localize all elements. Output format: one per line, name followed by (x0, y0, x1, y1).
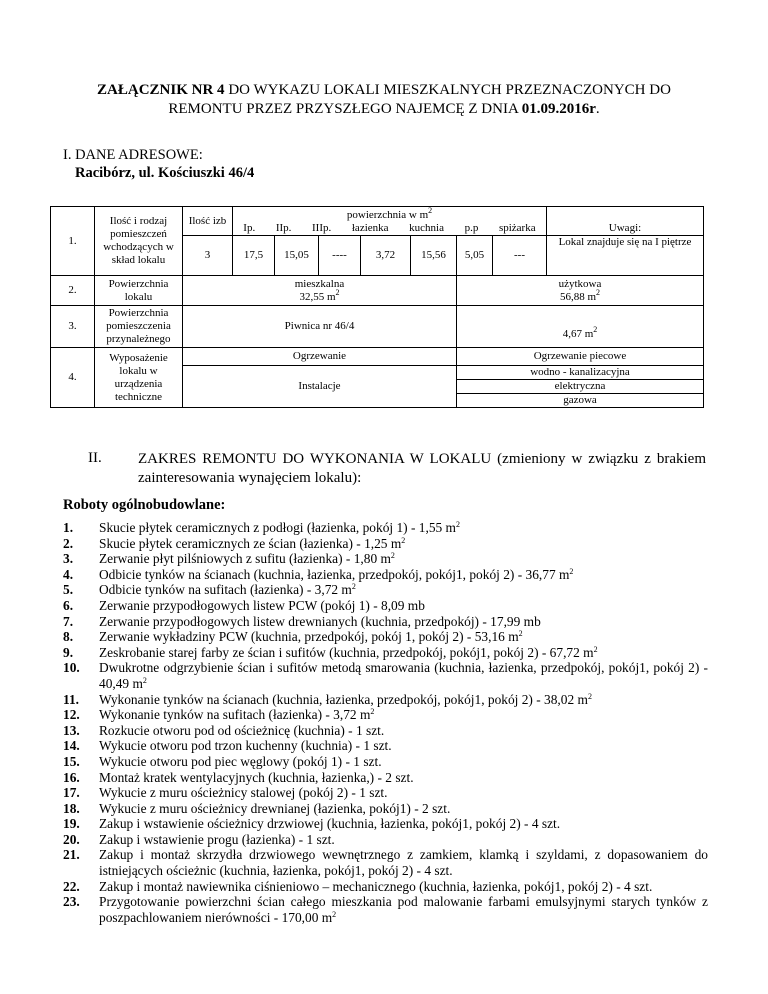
unit-exponent: 2 (587, 691, 592, 701)
list-item (63, 660, 708, 691)
list-item-number: 6. (63, 597, 74, 613)
unit-exponent: 2 (518, 629, 523, 639)
list-item (63, 816, 708, 832)
basement-label: Piwnica nr 46/4 (183, 306, 457, 348)
address-section (63, 146, 254, 182)
works-list (63, 520, 708, 925)
list-item-number: 10. (63, 660, 80, 676)
section2-number: II. (88, 450, 102, 466)
table-row (51, 207, 704, 236)
area-value: 3,72 (361, 236, 411, 276)
list-item-number: 18. (63, 800, 80, 816)
area-value: 15,05 (275, 236, 319, 276)
row-label: Powierzchnia lokalu (95, 276, 183, 306)
unit-exponent: 2 (351, 582, 356, 592)
list-item (63, 879, 708, 895)
title-annex-number: ZAŁĄCZNIK NR 4 (97, 82, 225, 98)
list-item-number: 7. (63, 613, 74, 629)
area-header: powierzchnia w $m^2$ Ip. IIp. IIIp. łazienka kuchnia p.p spiżarka (233, 207, 547, 236)
list-item-number: 12. (63, 707, 80, 723)
list-item-number: 19. (63, 816, 80, 832)
list-item-text: Skucie płytek ceramicznych ze ścian (łazienka) - 1,25 m (99, 535, 402, 551)
title-period: . (595, 101, 600, 117)
list-item-number: 14. (63, 738, 80, 754)
list-item-number: 5. (63, 582, 74, 598)
table-row (51, 348, 704, 366)
list-item (63, 894, 708, 925)
usable-area: użytkowa 56,88 $m^2$ (457, 276, 704, 306)
unit-exponent: 2 (569, 566, 574, 576)
list-item (63, 723, 708, 739)
list-item-text: Zeskrobanie starej farby ze ścian i sufitów (kuchnia, przedpokój, pokój1, pokój 2) - 67,72 m (99, 644, 594, 660)
list-item-number: 2. (63, 535, 74, 551)
list-item-text: Skucie płytek ceramicznych z podłogi (łazienka, pokój 1) - 1,55 m (99, 520, 456, 535)
list-item-text: Wykucie z muru ościeżnicy drewnianej (łazienka, pokój1) - 2 szt. (99, 800, 451, 816)
area-columns: Ip. IIp. IIIp. łazienka kuchnia p.p spiżarka (243, 222, 536, 234)
installations-label: Instalacje (183, 366, 457, 408)
heating-value: Ogrzewanie piecowe (457, 348, 704, 366)
document-title (70, 81, 698, 119)
title-date: 01.09.2016r (521, 101, 596, 117)
list-item-number: 3. (63, 551, 74, 567)
row-label: Powierzchnia pomieszczenia przynależnego (95, 306, 183, 348)
unit-exponent: 2 (390, 551, 395, 561)
list-item (63, 520, 708, 536)
list-item-number: 15. (63, 753, 80, 769)
list-item (63, 707, 708, 723)
list-item (63, 847, 708, 878)
list-item-text: Wykucie z muru ościeżnicy stalowej (pokój 2) - 1 szt. (99, 785, 388, 801)
list-item (63, 770, 708, 786)
list-item-number: 22. (63, 878, 80, 894)
heating-label: Ogrzewanie (183, 348, 457, 366)
row-number: 1. (51, 207, 95, 276)
remarks-value: Lokal znajduje się na I piętrze (547, 236, 704, 276)
section2-heading: ZAKRES REMONTU DO WYKONANIA W LOKALU (zmieniony w związku z brakiem zainteresowania wynajęciem lokalu): (138, 451, 706, 486)
list-item-number: 9. (63, 644, 74, 660)
list-item-text: Zakup i wstawienie progu (łazienka) - 1 szt. (99, 831, 335, 847)
list-item-text: Zakup i wstawienie ościeżnicy drzwiowej (kuchnia, łazienka, pokój1, pokój 2) - 4 szt. (99, 816, 561, 832)
unit-exponent: 2 (142, 675, 147, 685)
unit-exponent: 2 (455, 520, 460, 529)
list-item-text: Wykucie otworu pod piec węglowy (pokój 1) - 1 szt. (99, 753, 382, 769)
list-item (63, 801, 708, 817)
list-item (63, 629, 708, 645)
installation-value: wodno - kanalizacyjna (457, 366, 704, 380)
list-item-text: Zerwanie płyt pilśniowych z sufitu (łazienka) - 1,80 m (99, 551, 391, 567)
area-value: 17,5 (233, 236, 275, 276)
row-label: Ilość i rodzaj pomieszczeń wchodzących w skład lokalu (95, 207, 183, 276)
area-value: --- (493, 236, 547, 276)
list-item (63, 598, 708, 614)
remarks-header: Uwagi: (547, 207, 704, 236)
unit-exponent: 2 (332, 909, 337, 919)
list-item-number: 16. (63, 769, 80, 785)
list-item-number: 23. (63, 894, 80, 910)
list-item-number: 8. (63, 629, 74, 645)
basement-area: 4,67 $m^2$ (457, 306, 704, 348)
list-item (63, 785, 708, 801)
list-item (63, 738, 708, 754)
list-item-number: 11. (63, 691, 79, 707)
list-item-text: Wykonanie tynków na ścianach (kuchnia, łazienka, przedpokój, pokój1, pokój 2) - 38,02 m (99, 691, 588, 707)
list-item (63, 832, 708, 848)
list-item-text: Zerwanie wykładziny PCW (kuchnia, przedpokój, pokój 1, pokój 2) - 53,16 m (99, 629, 519, 645)
address-heading: I. DANE ADRESOWE: (63, 147, 203, 163)
list-item (63, 645, 708, 661)
table-row (51, 276, 704, 306)
installation-value: gazowa (457, 394, 704, 408)
unit-exponent: 2 (593, 644, 598, 654)
living-area: mieszkalna 32,55 $m^2$ (183, 276, 457, 306)
list-item-text: Wykonanie tynków na sufitach (łazienka) - 3,72 m (99, 707, 371, 723)
list-item-number: 1. (63, 520, 74, 535)
list-item (63, 692, 708, 708)
list-item-text: Dwukrotne odgrzybienie ścian i sufitów metodą smarowania (kuchnia, łazienka, przedpokój, pokój1, pokój 2) - 40,49 m (99, 660, 708, 691)
list-item-text: Zakup i montaż nawiewnika ciśnieniowo – mechanicznego (kuchnia, łazienka, pokój1, pokój 2) - 4 szt. (99, 878, 653, 894)
table-row (51, 306, 704, 348)
list-item (63, 582, 708, 598)
list-item-text: Wykucie otworu pod trzon kuchenny (kuchnia) - 1 szt. (99, 738, 392, 754)
unit-exponent: 2 (370, 707, 375, 717)
list-item-text: Rozkucie otworu pod od ościeżnicę (kuchnia) - 1 szt. (99, 722, 385, 738)
area-value: ---- (319, 236, 361, 276)
rooms-value: 3 (183, 236, 233, 276)
list-item-text: Zerwanie przypodłogowych listew drewnianych (kuchnia, przedpokój) - 17,99 mb (99, 613, 541, 629)
list-item (63, 754, 708, 770)
area-value: 15,56 (411, 236, 457, 276)
list-item-number: 20. (63, 831, 80, 847)
rooms-header: Ilość izb (183, 207, 233, 236)
installation-value: elektryczna (457, 380, 704, 394)
row-label: Wyposażenie lokalu w urządzenia techniczne (95, 348, 183, 408)
list-item-text: Zakup i montaż skrzydła drzwiowego wewnętrznego z zamkiem, klamką i szyldami, z dopasowaniem do istniejących ościeżnic (kuchnia, łazienka, pokój1, pokój 2) - 4 szt. (99, 847, 708, 879)
list-item-text: Odbicie tynków na sufitach (łazienka) - 3,72 m (99, 582, 352, 598)
title-text: DO WYKAZU LOKALI MIESZKALNYCH PRZEZNACZONYCH DO REMONTU PRZEZ PRZYSZŁEGO NAJEMCĘ Z DNIA (168, 82, 671, 117)
row-number: 3. (51, 306, 95, 348)
list-item-text: Montaż kratek wentylacyjnych (kuchnia, łazienka,) - 2 szt. (99, 769, 414, 785)
list-item (63, 567, 708, 583)
list-item-number: 21. (63, 847, 80, 863)
list-item (63, 551, 708, 567)
list-item-number: 13. (63, 722, 80, 738)
list-item-text: Zerwanie przypodłogowych listew PCW (pokój 1) - 8,09 mb (99, 597, 425, 613)
list-item (63, 536, 708, 552)
unit-info-table (50, 206, 704, 408)
list-item-number: 4. (63, 566, 74, 582)
unit-exponent: 2 (401, 535, 406, 545)
area-value: 5,05 (457, 236, 493, 276)
list-item-text: Przygotowanie powierzchni ścian całego mieszkania pod malowanie farbami emulsyjnymi starych tynków z poszpachlowaniem nierówności - 170,00 m (99, 894, 708, 925)
row-number: 4. (51, 348, 95, 408)
works-subheading: Roboty ogólnobudowlane: (63, 497, 226, 513)
list-item-number: 17. (63, 785, 80, 801)
list-item (63, 614, 708, 630)
list-item-text: Odbicie tynków na ścianach (kuchnia, łazienka, przedpokój, pokój1, pokój 2) - 36,77 m (99, 566, 570, 582)
row-number: 2. (51, 276, 95, 306)
address-value: Racibórz, ul. Kościuszki 46/4 (75, 165, 255, 181)
